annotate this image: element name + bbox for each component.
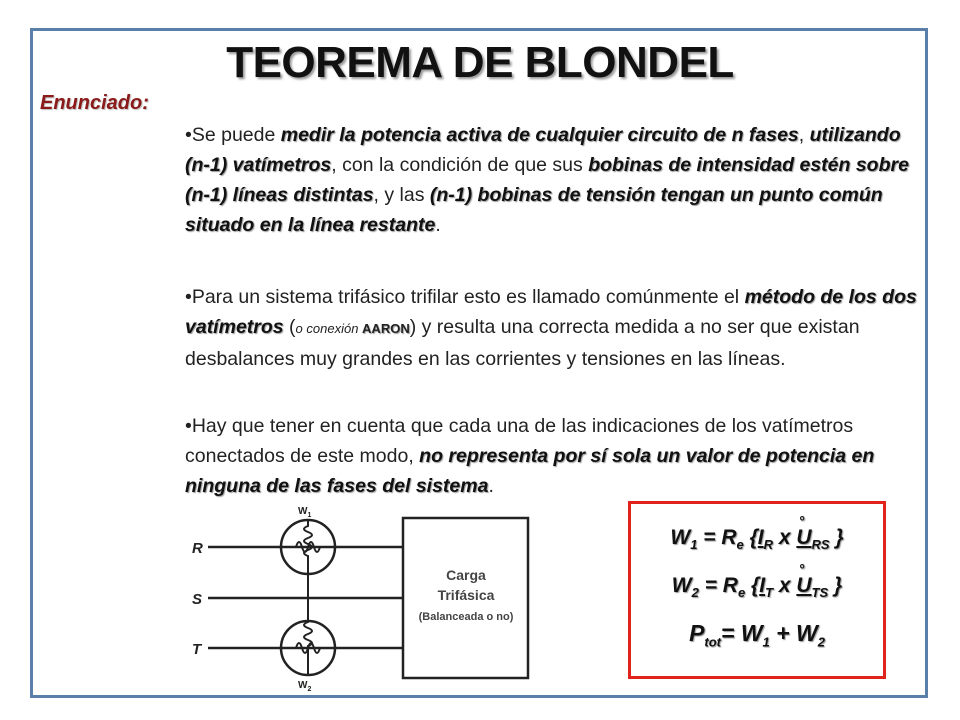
line-t-label: T: [192, 641, 202, 658]
equation-w2: $W_2 = R_e$ {$I_T$ x ° $U_{TS}$ }: [631, 574, 883, 600]
equation-w1: $W_1 = R_e$ {$I_R$ x ° $U_{RS}$ }: [631, 526, 883, 552]
paragraph-1: •Se puede medir la potencia activa de cualquier circuito de n fases, utilizando (n-1) vatímetros, con la condición de que sus bobinas de intensidad estén sobre (n-1) líneas distintas, y las (n-1) bobinas de tensión tengan un punto común situado en la línea restante.: [185, 124, 909, 236]
paragraph-2: •Para un sistema trifásico trifilar esto es llamado comúnmente el método de los dos vatímetros (o conexión AARON) y resulta una correcta medida a no ser que existan desbalances muy grandes en las corrientes y tensiones en las líneas.: [185, 286, 917, 370]
equation-ptot: $P_{tot}= W_1 + W_2$: [689, 620, 825, 650]
wattmeter-1-label: $W_1$: [298, 506, 312, 519]
two-wattmeter-circuit-diagram: [188, 500, 538, 695]
load-label-1: Carga: [446, 567, 486, 583]
line-s-label: S: [192, 591, 203, 608]
load-label-2: Trifásica: [437, 587, 495, 603]
paragraph-3: •Hay que tener en cuenta que cada una de las indicaciones de los vatímetros conectados de este modo, no representa por sí sola un valor de potencia en ninguna de las fases del sistema.: [185, 415, 875, 497]
wattmeter-1: [281, 506, 335, 598]
wattmeter-2: [281, 598, 335, 693]
subtitle-enunciado: Enunciado:: [40, 92, 149, 114]
wattmeter-2-label: $W_2$: [298, 680, 312, 693]
line-r-label: R: [192, 540, 203, 557]
equations-box: [628, 501, 886, 679]
slide-title: TEOREMA DE BLONDEL: [226, 38, 734, 87]
load-label-3: (Balanceada o no): [418, 611, 514, 623]
